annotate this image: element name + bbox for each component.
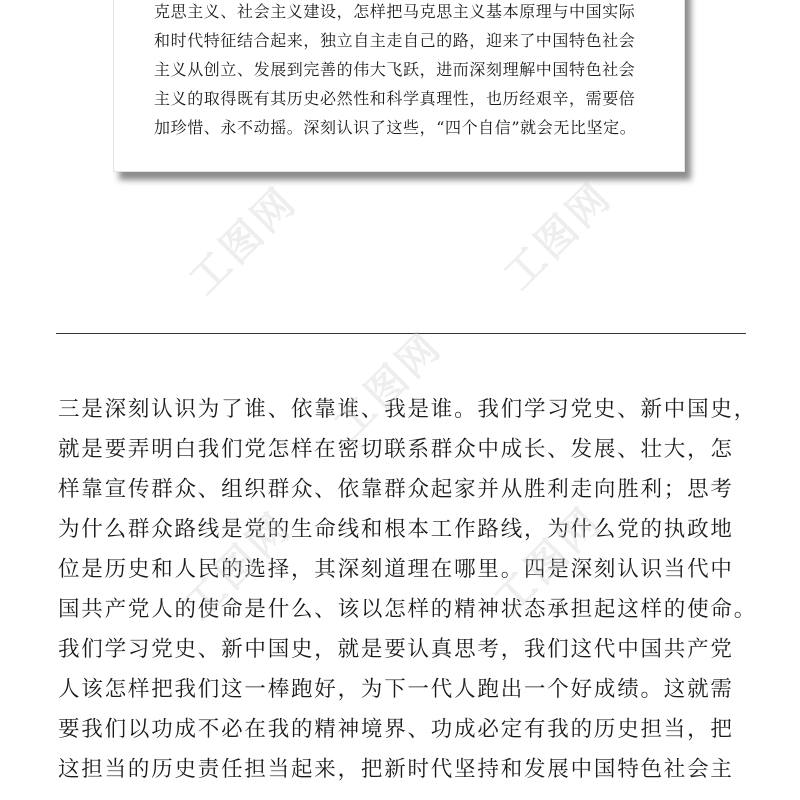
watermark-logo: 工图网: [180, 178, 307, 304]
watermark-logo: 工图网: [175, 503, 302, 629]
body-line: 为什么群众路线是党的生命线和根本工作路线，为什么党的执政地: [58, 517, 734, 542]
quote-line: 主义从创立、发展到完善的伟大飞跃，进而深刻理解中国特色社会: [154, 60, 636, 79]
body-line: 国共产党人的使命是什么、该以怎样的精神状态承担起这样的使命。: [58, 597, 758, 622]
watermark-logo: 工图网: [485, 498, 612, 624]
watermark-logo: 工图网: [495, 173, 622, 299]
body-line: 三是深刻认识为了谁、依靠谁、我是谁。我们学习党史、新中国史，: [58, 397, 758, 422]
body-line: 样靠宣传群众、组织群众、依靠群众起家并从胜利走向胜利；思考: [58, 477, 734, 502]
quote-line: 克思主义、社会主义建设，怎样把马克思主义基本原理与中国实际: [154, 2, 636, 21]
body-line: 就是要弄明白我们党怎样在密切联系群众中成长、发展、壮大，怎: [58, 437, 734, 462]
body-line: 人该怎样把我们这一棒跑好，为下一代人跑出一个好成绩。这就需: [58, 677, 734, 702]
body-paragraph: [58, 390, 758, 790]
quote-text: [154, 0, 654, 142]
body-line: 要我们以功成不必在我的精神境界、功成必定有我的历史担当，把: [58, 717, 734, 742]
quote-line: 主义的取得既有其历史必然性和科学真理性，也历经艰辛，需要倍: [154, 89, 636, 108]
section-divider: [56, 333, 746, 334]
quote-line: 加珍惜、永不动摇。深刻认识了这些，“四个自信”就会无比坚定。: [154, 118, 637, 137]
body-line: 这担当的历史责任担当起来，把新时代坚持和发展中国特色社会主: [58, 757, 734, 782]
watermark-logo: 工图网: [325, 323, 452, 449]
body-line: 我们学习党史、新中国史，就是要认真思考，我们这代中国共产党: [58, 637, 734, 662]
quote-line: 和时代特征结合起来，独立自主走自己的路，迎来了中国特色社会: [154, 31, 636, 50]
body-line: 位是历史和人民的选择，其深刻道理在哪里。四是深刻认识当代中: [58, 557, 734, 582]
quote-card: [113, 0, 685, 172]
